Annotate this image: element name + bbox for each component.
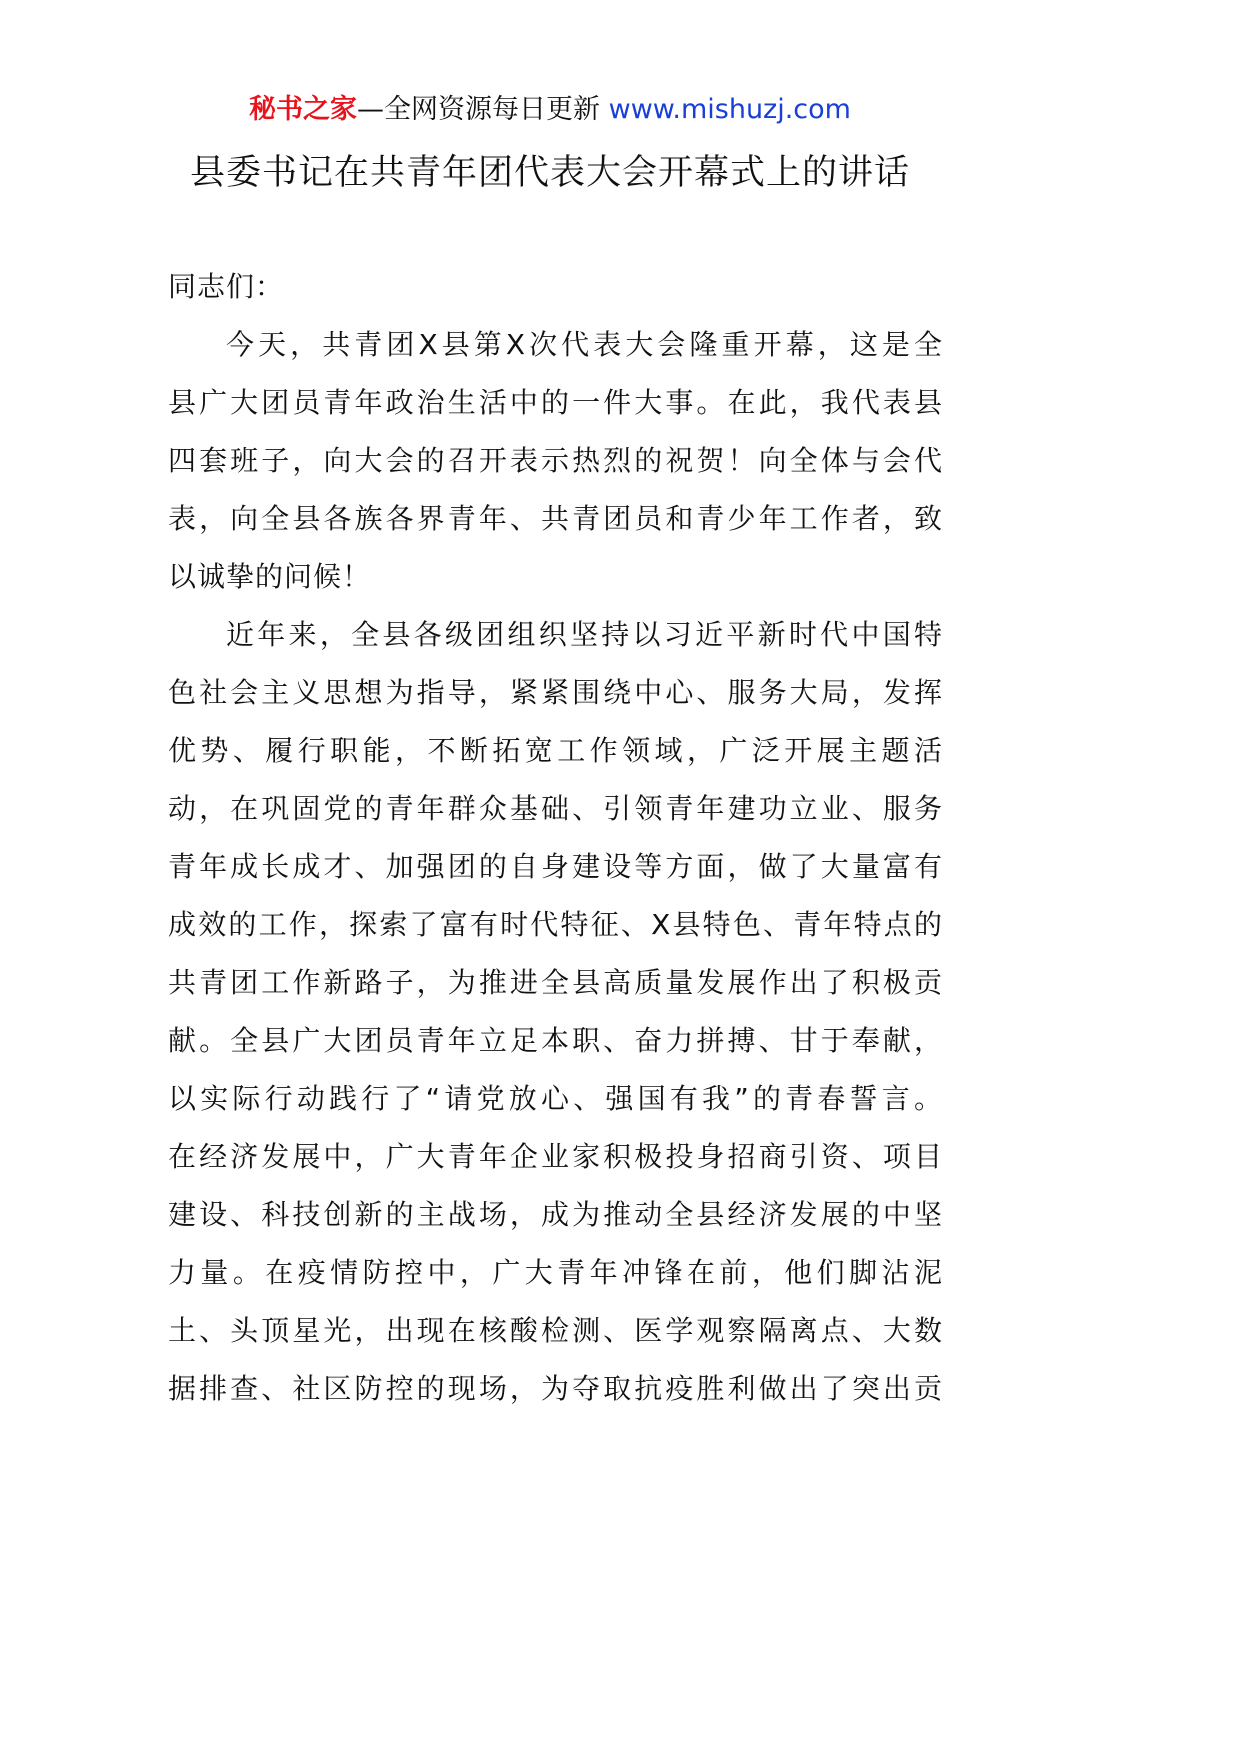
paragraph-line: 以诚挚的问候！ [168,560,372,593]
site-url-link[interactable]: www.mishuzj.com [608,94,851,125]
paragraph-line: 近年来，全县各级团组织坚持以习近平新时代中国特 [226,618,943,651]
site-tagline: —全网资源每日更新 [357,94,601,125]
paragraph-line: 建设、科技创新的主战场，成为推动全县经济发展的中坚 [168,1198,943,1231]
paragraph-line: 献。全县广大团员青年立足本职、奋力拼搏、甘于奉献， [168,1024,943,1057]
paragraph-line: 以实际行动践行了“请党放心、强国有我”的青春誓言。 [168,1082,943,1115]
site-header [0,88,1100,132]
paragraph-line: 成效的工作，探索了富有时代特征、X县特色、青年特点的 [168,908,943,941]
paragraph-line: 色社会主义思想为指导，紧紧围绕中心、服务大局，发挥 [168,676,943,709]
paragraph-line: 土、头顶星光，出现在核酸检测、医学观察隔离点、大数 [168,1314,943,1347]
site-brand: 秘书之家 [249,94,358,125]
paragraph-line: 在经济发展中，广大青年企业家积极投身招商引资、项目 [168,1140,943,1173]
document-title: 县委书记在共青年团代表大会开幕式上的讲话 [189,153,910,193]
paragraph-line: 据排查、社区防控的现场，为夺取抗疫胜利做出了突出贡 [168,1372,943,1405]
paragraph-line: 四套班子，向大会的召开表示热烈的祝贺！向全体与会代 [168,444,943,477]
paragraph-line: 力量。在疫情防控中，广大青年冲锋在前，他们脚沾泥 [168,1256,943,1289]
paragraph-line: 共青团工作新路子，为推进全县高质量发展作出了积极贡 [168,966,943,999]
salutation: 同志们： [168,270,285,303]
paragraph-line: 动，在巩固党的青年群众基础、引领青年建功立业、服务 [168,792,943,825]
paragraph-line: 表，向全县各族各界青年、共青团员和青少年工作者，致 [168,502,943,535]
paragraph-line: 县广大团员青年政治生活中的一件大事。在此，我代表县 [168,386,943,419]
paragraph-line: 优势、履行职能，不断拓宽工作领域，广泛开展主题活 [168,734,943,767]
paragraph-line: 青年成长成才、加强团的自身建设等方面，做了大量富有 [168,850,943,883]
paragraph-line: 今天，共青团X县第X次代表大会隆重开幕，这是全 [226,328,943,361]
